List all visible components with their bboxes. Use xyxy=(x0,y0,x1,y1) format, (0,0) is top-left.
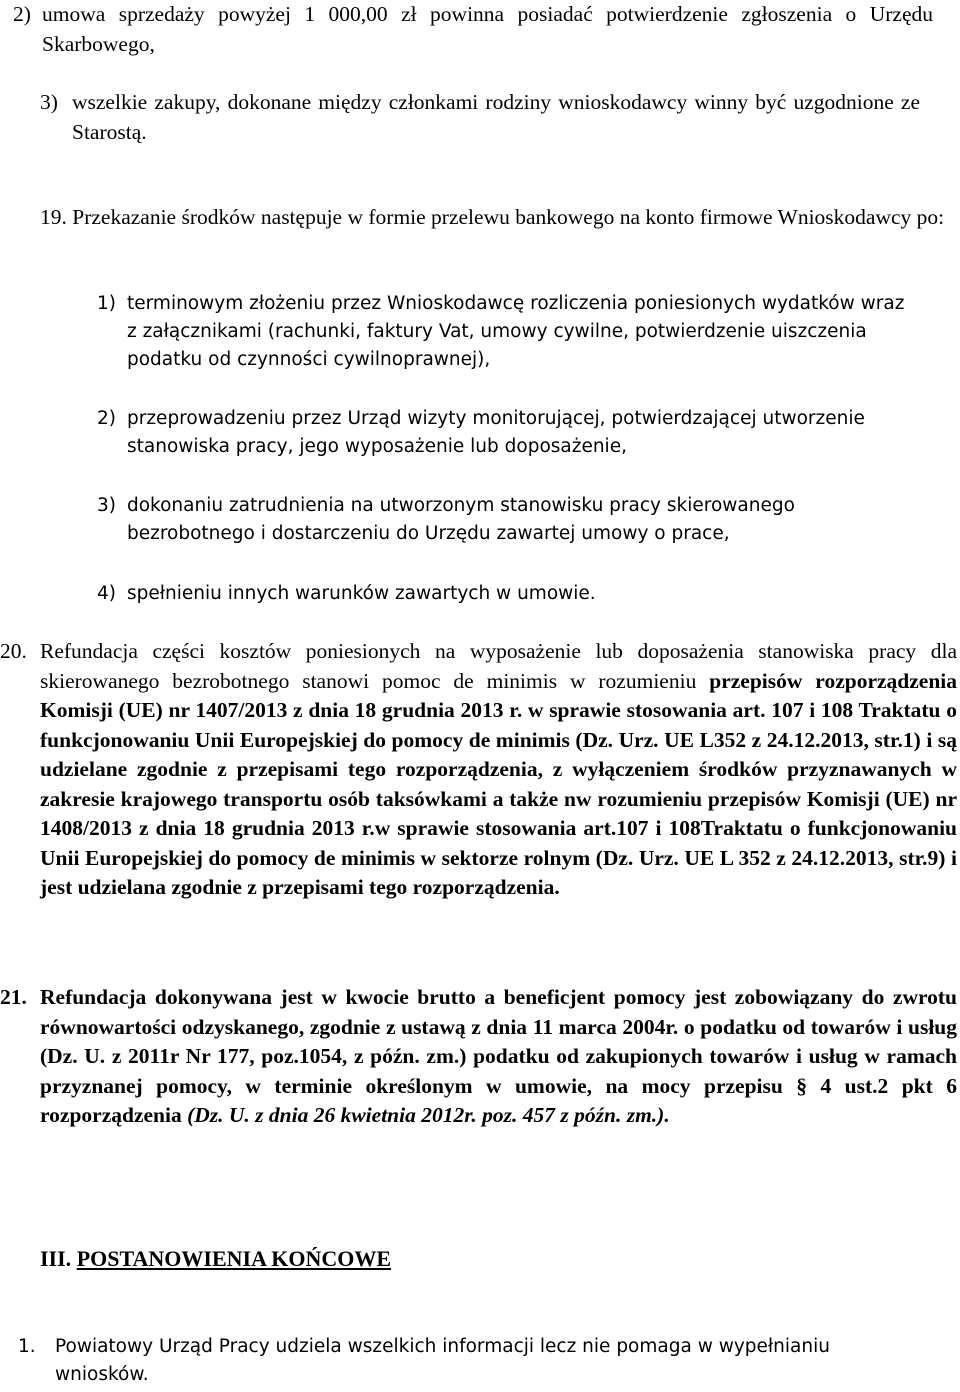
section-number: 20. xyxy=(0,639,27,663)
item-number: 3) xyxy=(97,495,116,516)
list-item xyxy=(18,1333,858,1389)
list-item xyxy=(97,405,917,461)
heading-title: POSTANOWIENIA KOŃCOWE xyxy=(76,1246,392,1271)
item-number: 3) xyxy=(40,90,58,114)
list-item xyxy=(97,492,922,548)
item-text: terminowym złożeniu przez Wnioskodawcę rozliczenia poniesionych wydatków wraz z załącznikami (rachunki, faktury Vat, umowy cywilne, potwierdzenie uiszczenia podatku od czynności cywilnoprawnej), xyxy=(127,293,905,370)
section-text-italic: (Dz. U. z dnia 26 kwietnia 2012r. poz. 457 z późn. zm.). xyxy=(187,1103,670,1127)
section-text-bold: Refundacja dokonywana jest w kwocie brutto a beneficjent pomocy jest zobowiązany do zwrotu równowartości odzyskanego, zgodnie z ustawą z dnia 11 marca 2004r. o podatku od towarów i usług (Dz. U. z 2011r Nr 177, poz.1054, z późn. zm.) podatku od zakupionych towarów i usług w ramach przyznanej pomocy, w terminie określonym w umowie, na mocy przepisu § 4 ust.2 pkt 6 rozporządzenia xyxy=(40,985,957,1127)
section-text-bold: przepisów rozporządzenia Komisji (UE) nr 1407/2013 z dnia 18 grudnia 2013 r. w sprawie stosowania art. 107 i 108 Traktatu o funkcjonowaniu Unii Europejskiej do pomocy de minimis (Dz. Urz. UE L352 z 24.12.2013, str.1) i są udzielane zgodnie z przepisami tego rozporządzenia, z wyłączeniem środków przyznawanych w zakresie krajowego transportu osób taksówkami a także nw rozumieniu przepisów Komisji (UE) nr 1408/2013 z dnia 18 grudnia 2013 r.w sprawie stosowania art.107 i 108Traktatu o funkcjonowaniu Unii Europejskiej do pomocy de minimis w sektorze rolnym (Dz. Urz. UE L 352 z 24.12.2013, str.9) i jest udzielana zgodnie z przepisami tego rozporządzenia. xyxy=(40,668,958,899)
section-number: 19. xyxy=(40,205,67,229)
item-number: 1) xyxy=(97,293,116,314)
list-item xyxy=(97,580,922,608)
heading-prefix: III. xyxy=(40,1246,72,1271)
section-20 xyxy=(0,637,957,903)
section-text: Przekazanie środków następuje w formie przelewu bankowego na konto firmowe Wnioskodawcy po: xyxy=(72,205,945,229)
list-item xyxy=(97,290,917,374)
section-number: 21. xyxy=(0,985,27,1009)
item-text: dokonaniu zatrudnienia na utworzonym stanowisku pracy skierowanego bezrobotnego i dostarczeniu do Urzędu zawartej umowy o prace, xyxy=(127,495,795,544)
list-item xyxy=(13,0,933,59)
section-19-intro xyxy=(40,203,955,233)
item-text: spełnieniu innych warunków zawartych w umowie. xyxy=(127,583,596,604)
list-item xyxy=(40,88,920,147)
item-number: 1. xyxy=(18,1336,36,1357)
section-text xyxy=(40,637,957,903)
section-text-normal: Refundacja części kosztów poniesionych na wyposażenie lub doposażenia stanowiska pracy dla skierowanego bezrobotnego stanowi pomoc de minimis w rozumieniu xyxy=(40,639,957,693)
item-number: 4) xyxy=(97,583,116,604)
section-heading xyxy=(40,1244,391,1274)
item-text: umowa sprzedaży powyżej 1 000,00 zł powinna posiadać potwierdzenie zgłoszenia o Urzędu Skarbowego, xyxy=(42,2,933,56)
item-text: Powiatowy Urząd Pracy udziela wszelkich informacji lecz nie pomaga w wypełnianiu wniosków. xyxy=(55,1336,830,1385)
item-number: 2) xyxy=(13,2,31,26)
section-21 xyxy=(0,983,957,1131)
item-text: przeprowadzeniu przez Urząd wizyty monitorującej, potwierdzającej utworzenie stanowiska pracy, jego wyposażenie lub doposażenie, xyxy=(127,408,865,457)
item-number: 2) xyxy=(97,408,116,429)
item-text: wszelkie zakupy, dokonane między członkami rodziny wnioskodawcy winny być uzgodnione ze Starostą. xyxy=(72,90,920,144)
section-text xyxy=(40,983,957,1131)
